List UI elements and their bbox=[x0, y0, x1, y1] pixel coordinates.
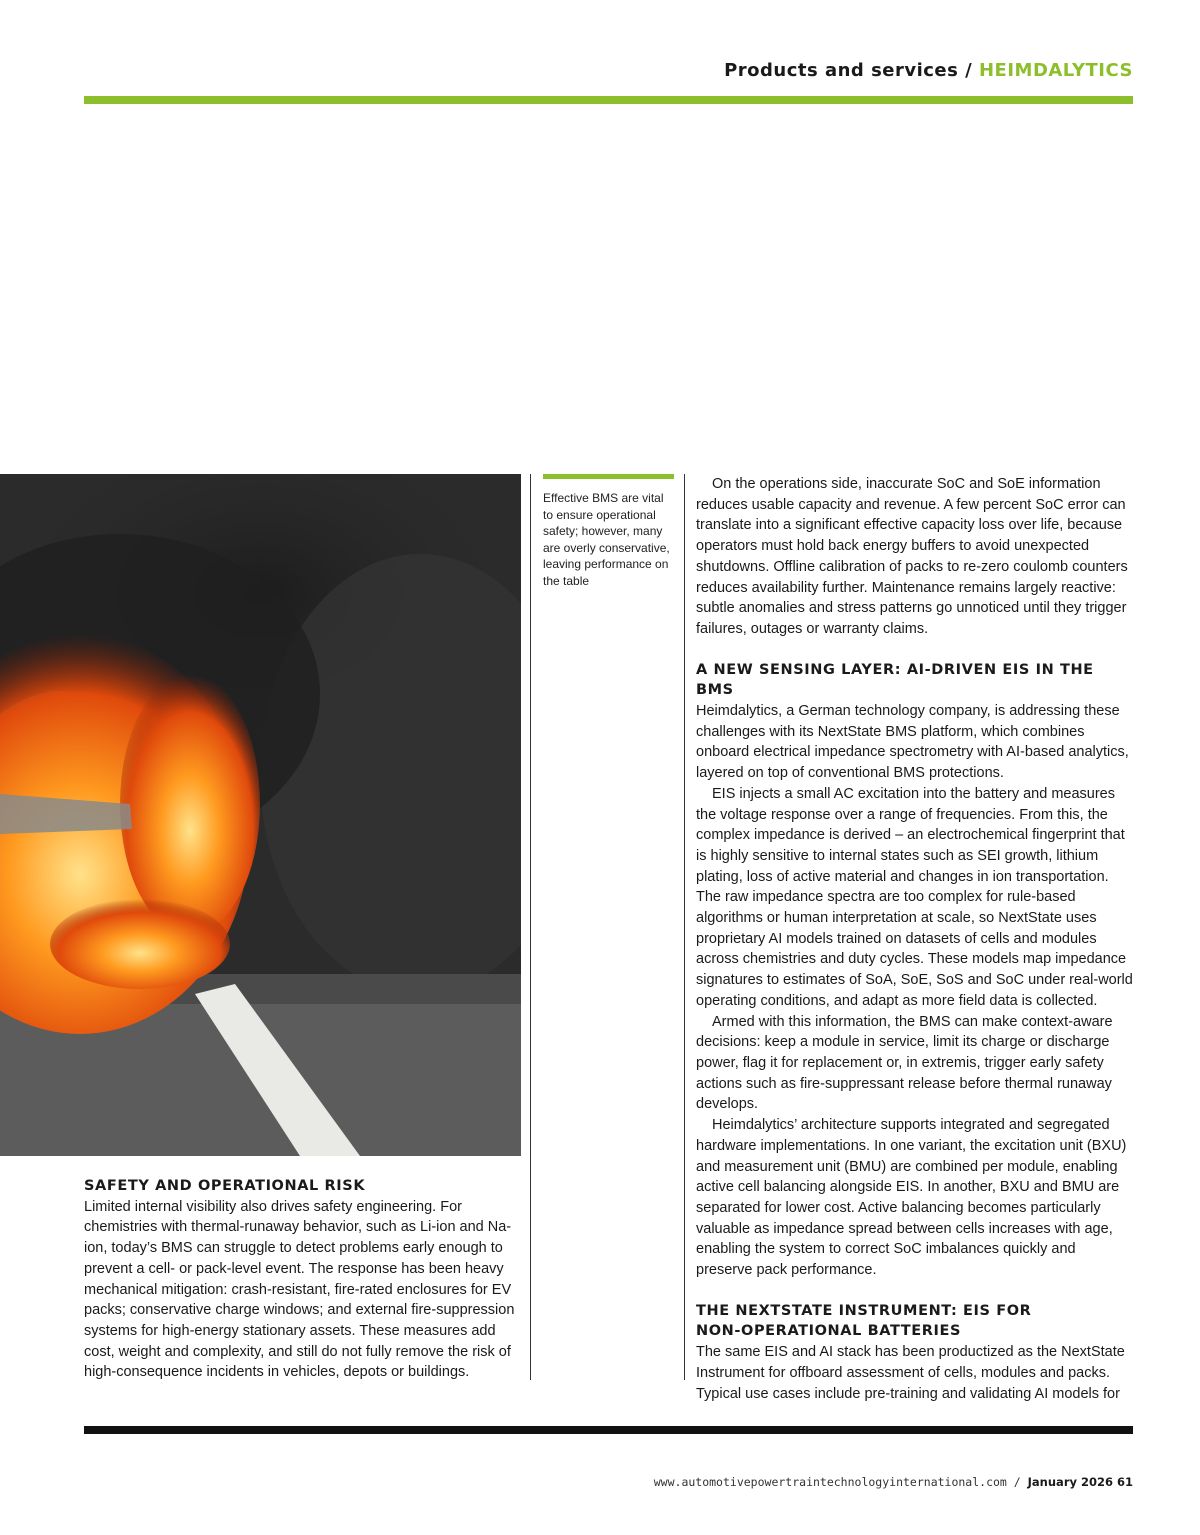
paragraph: Armed with this information, the BMS can make context-aware decisions: keep a module in service, limit its charge or discharge power, flag it for replacement or, in extremis, trigger early safety actions such as fire-suppressant release before thermal runaway develops. bbox=[696, 1013, 1113, 1113]
header-section: HEIMDALYTICS bbox=[978, 60, 1133, 81]
paragraph: Heimdalytics’ architecture supports integrated and segregated hardware implementations. In one variant, the excitation unit (BXU) and measurement unit (BMU) are combined per module, enabling active cell balancing alongside EIS. In another, BXU and BMU are separated for lower cost. Active balancing becomes particularly valuable as impedance spread between cells increases with age, enabling the system to correct SoC imbalances quickly and preserve pack performance. bbox=[696, 1117, 1127, 1279]
section-heading-instrument bbox=[696, 1301, 1133, 1342]
spacer bbox=[696, 640, 1133, 660]
column-divider-right bbox=[684, 474, 685, 1380]
page-footer bbox=[654, 1475, 1133, 1489]
column-divider-left bbox=[530, 474, 531, 1380]
spacer bbox=[696, 1281, 1133, 1301]
header-prefix: Products and services bbox=[724, 60, 959, 81]
section-heading-sensing: A NEW SENSING LAYER: AI-DRIVEN EIS IN THE BMS bbox=[696, 661, 1094, 699]
caption-rule bbox=[543, 474, 674, 479]
burning-car-photo bbox=[0, 474, 521, 1156]
footer-date-page: January 2026 61 bbox=[1027, 1475, 1133, 1489]
paragraph: Heimdalytics, a German technology company, is addressing these challenges with its NextState BMS platform, which combines onboard electrical impedance spectrometry with AI-based analytics, layered on top of conventional BMS protections. bbox=[696, 703, 1129, 782]
paragraph: EIS injects a small AC excitation into the battery and measures the voltage response over a range of frequencies. From this, the complex impedance is derived – an electrochemical fingerprint that is highly sensitive to internal states such as SEI growth, lithium plating, loss of active material and changes in ion transportation. The raw impedance spectra are too complex for rule-based algorithms or human interpretation at scale, so NextState uses proprietary AI models trained on datasets of cells and modules across chemistries and duty cycles. These models map impedance signatures to estimates of SoA, SoE, SoS and SoC under real-world operating conditions, and adapt as more field data is collected. bbox=[696, 785, 1133, 1009]
section-heading-safety: SAFETY AND OPERATIONAL RISK bbox=[84, 1178, 366, 1194]
header-rule bbox=[84, 96, 1133, 104]
photo-caption: Effective BMS are vital to ensure operational safety; however, many are overly conservative, leaving performance on the table bbox=[543, 491, 670, 588]
right-column bbox=[696, 474, 1133, 1404]
paragraph-intro: On the operations side, inaccurate SoC and SoE information reduces usable capacity and revenue. A few percent SoC error can translate into a significant effective capacity loss over life, because operators must hold back energy buffers to avoid unexpected shutdowns. Offline calibration of packs to re-zero coulomb counters reduces availability further. Maintenance remains largely reactive: subtle anomalies and stress patterns go unnoticed until they trigger failures, outages or warranty claims. bbox=[696, 476, 1128, 637]
paragraph: Limited internal visibility also drives safety engineering. For chemistries with thermal-runaway behavior, such as Li-ion and Na-ion, today’s BMS can struggle to detect problems early enough to prevent a cell- or pack-level event. The response has been heavy mechanical mitigation: crash-resistant, fire-rated enclosures for EV packs; conservative charge windows; and external fire-suppression systems for high-energy stationary assets. These measures add cost, weight and complexity, and still do not fully remove the risk of high-consequence incidents in vehicles, depots or buildings. bbox=[84, 1198, 515, 1381]
photo-illustration bbox=[0, 474, 521, 1156]
paragraph: The same EIS and AI stack has been productized as the NextState Instrument for offboard assessment of cells, modules and packs. Typical use cases include pre-training and validating AI models for bbox=[696, 1344, 1125, 1402]
header-separator: / bbox=[958, 60, 979, 81]
heading-line: NON-OPERATIONAL BATTERIES bbox=[696, 1323, 962, 1340]
footer-separator: / bbox=[1006, 1475, 1028, 1489]
running-header bbox=[724, 60, 1133, 81]
heading-line: THE NEXTSTATE INSTRUMENT: EIS FOR bbox=[696, 1302, 1032, 1319]
footer-rule bbox=[84, 1426, 1133, 1434]
left-column bbox=[84, 1176, 518, 1383]
footer-url: www.automotivepowertraintechnologyinternational.com bbox=[653, 1475, 1007, 1489]
